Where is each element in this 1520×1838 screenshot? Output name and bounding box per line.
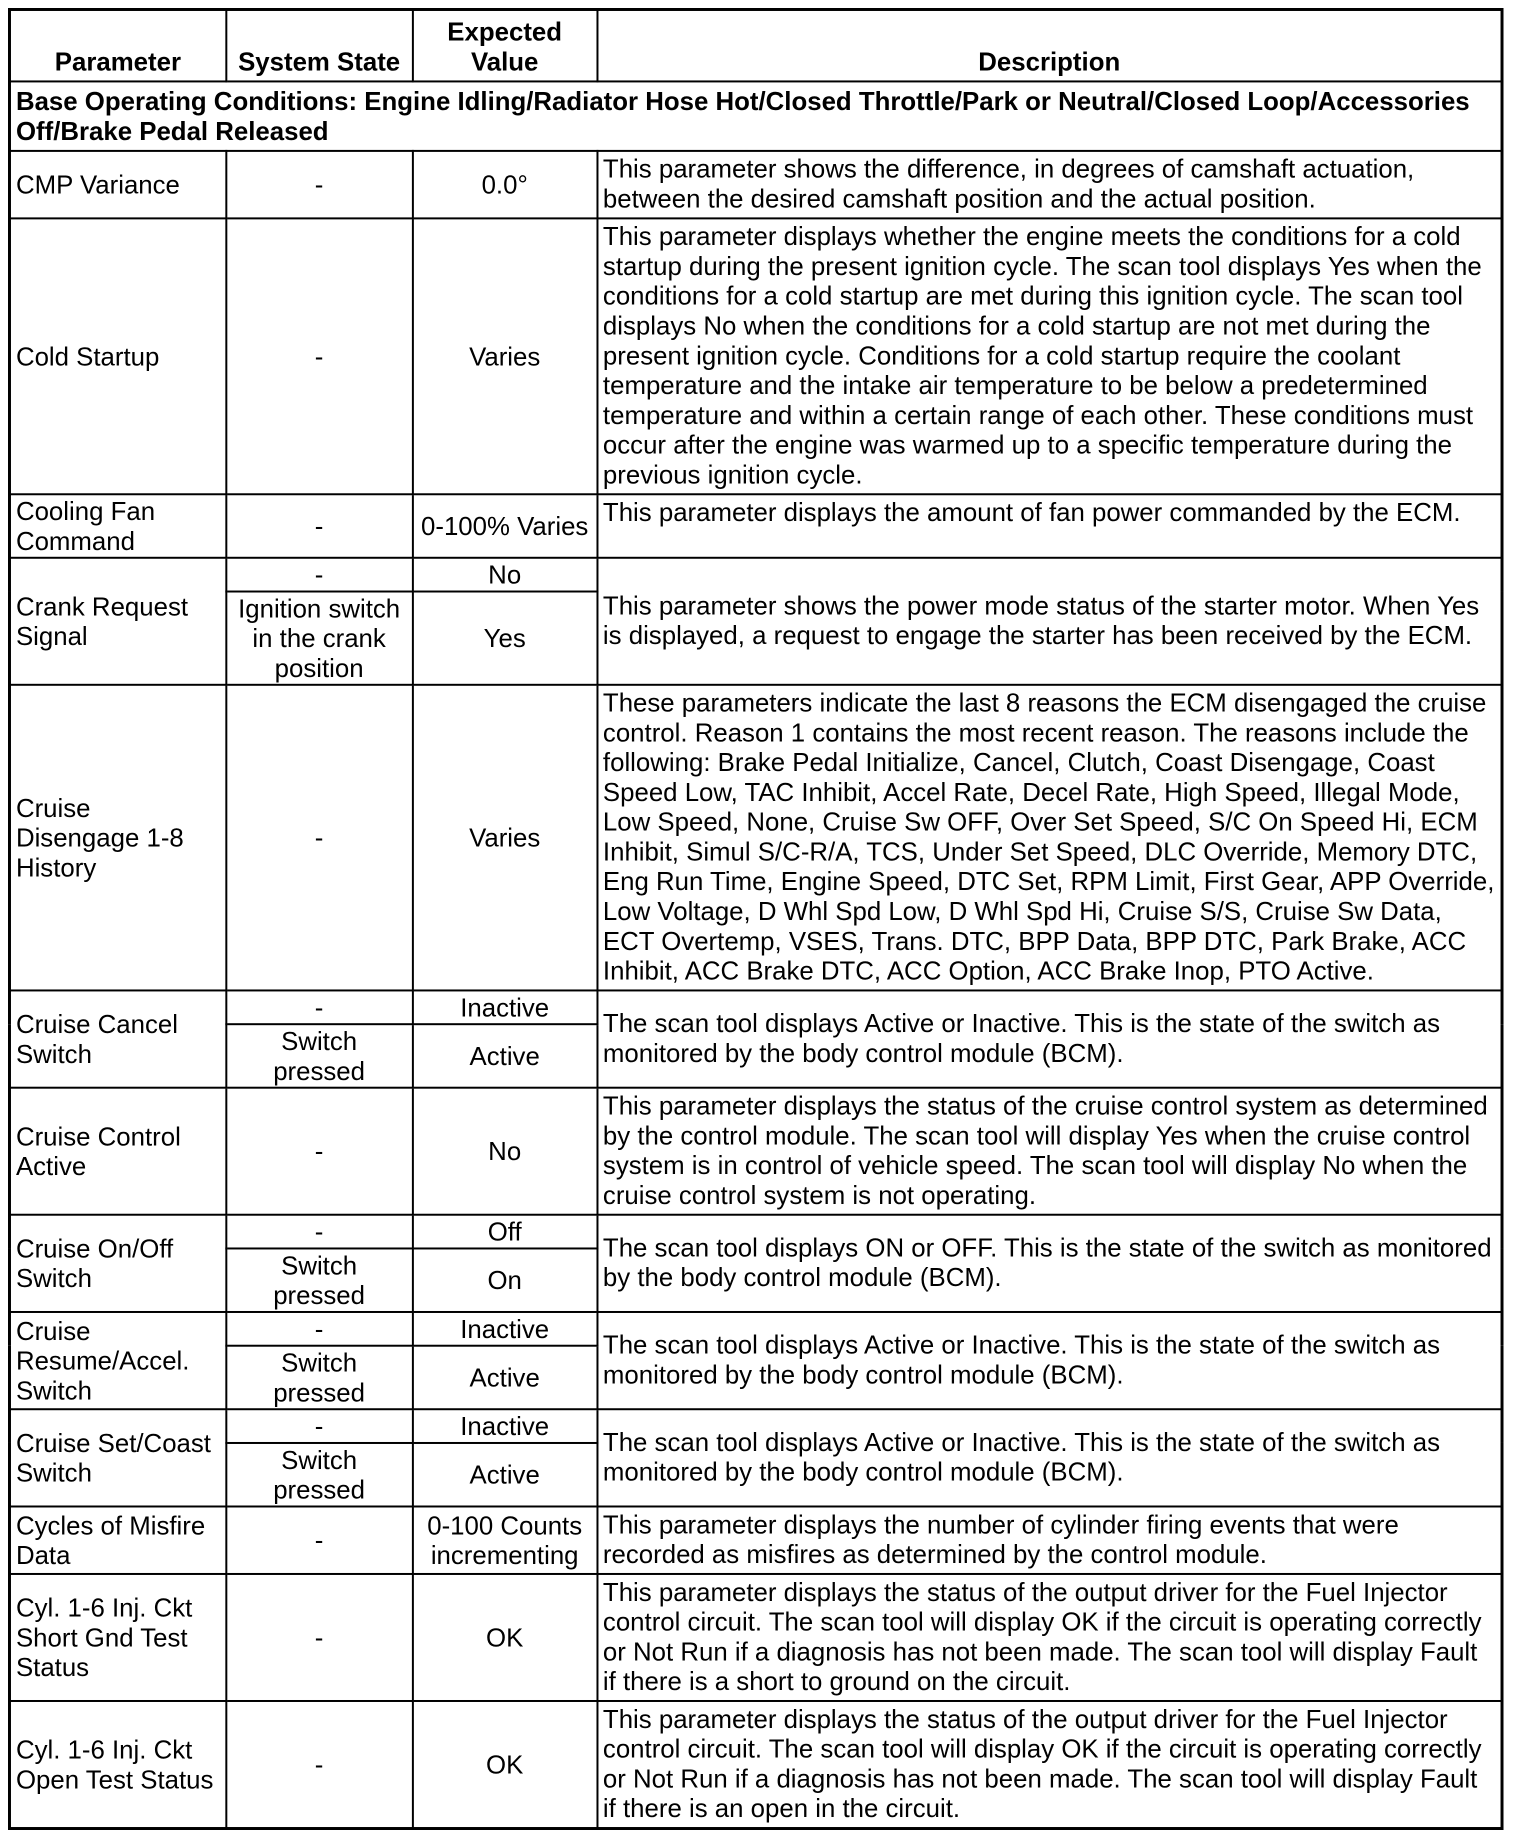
description-cell: The scan tool displays ON or OFF. This is the state of the switch as monitored by the body control module (BCM). [597, 1215, 1502, 1312]
parameter-cell: Cruise Set/Coast Switch [9, 1409, 225, 1506]
system-state-cell: - [226, 1506, 413, 1573]
table-row [9, 151, 1502, 218]
table-row [9, 558, 1502, 592]
system-state-cell: Switch pressed [226, 1443, 413, 1507]
system-state-cell: - [226, 1312, 413, 1346]
header-parameter: Parameter [9, 9, 225, 81]
table-body [9, 81, 1502, 1828]
description-cell: This parameter displays the status of the output driver for the Fuel Injector control circuit. The scan tool will display OK if the circuit is operating correctly or Not Run if a diagnosis has not been made. The scan tool will display Fault if there is an open in the circuit. [597, 1701, 1502, 1829]
table-row [9, 685, 1502, 991]
expected-value-cell: Off [412, 1215, 597, 1249]
parameter-cell: Cyl. 1-6 Inj. Ckt Short Gnd Test Status [9, 1574, 225, 1701]
system-state-cell: - [226, 1701, 413, 1829]
expected-value-cell: Varies [412, 218, 597, 494]
system-state-cell: - [226, 494, 413, 558]
system-state-cell: - [226, 990, 413, 1024]
parameter-table [8, 8, 1504, 1830]
base-conditions-row [9, 81, 1502, 150]
header-system-state: System State [226, 9, 413, 81]
table-row [9, 494, 1502, 558]
expected-value-cell: OK [412, 1574, 597, 1701]
system-state-cell: Switch pressed [226, 1024, 413, 1088]
parameter-cell: Cyl. 1-6 Inj. Ckt Open Test Status [9, 1701, 225, 1829]
description-cell: The scan tool displays Active or Inactive. This is the state of the switch as monitored by the body control module (BCM). [597, 990, 1502, 1087]
description-cell: These parameters indicate the last 8 reasons the ECM disengaged the cruise control. Reason 1 contains the most recent reason. The reasons include the following: Brake Pedal Initialize, Cancel, Clutch, Coast Disengage, Coast Speed Low, TAC Inhibit, Accel Rate, Decel Rate, High Speed, Illegal Mode, Low Speed, None, Cruise Sw OFF, Over Set Speed, S/C On Speed Hi, ECM Inhibit, Simul S/C-R/A, TCS, Under Set Speed, DLC Override, Memory DTC, Eng Run Time, Engine Speed, DTC Set, RPM Limit, First Gear, APP Override, Low Voltage, D Whl Spd Low, D Whl Spd Hi, Cruise S/S, Cruise Sw Data, ECT Overtemp, VSES, Trans. DTC, BPP Data, BPP DTC, Park Brake, ACC Inhibit, ACC Brake DTC, ACC Option, ACC Brake Inop, PTO Active. [597, 685, 1502, 991]
expected-value-cell: OK [412, 1701, 597, 1829]
parameter-cell: Cruise On/Off Switch [9, 1215, 225, 1312]
system-state-cell: - [226, 1088, 413, 1215]
parameter-cell: Cruise Control Active [9, 1088, 225, 1215]
description-cell: This parameter displays the status of the output driver for the Fuel Injector control circuit. The scan tool will display OK if the circuit is operating correctly or Not Run if a diagnosis has not been made. The scan tool will display Fault if there is a short to ground on the circuit. [597, 1574, 1502, 1701]
table-row [9, 1506, 1502, 1573]
table-row [9, 1701, 1502, 1829]
expected-value-cell: Active [412, 1346, 597, 1410]
parameter-cell: Crank Request Signal [9, 558, 225, 685]
description-cell: The scan tool displays Active or Inactive. This is the state of the switch as monitored by the body control module (BCM). [597, 1312, 1502, 1409]
table-row [9, 218, 1502, 494]
parameter-cell: Cruise Cancel Switch [9, 990, 225, 1087]
system-state-cell: - [226, 1215, 413, 1249]
expected-value-cell: 0.0° [412, 151, 597, 218]
header-row [9, 9, 1502, 81]
expected-value-cell: Active [412, 1024, 597, 1088]
expected-value-cell: Yes [412, 592, 597, 685]
system-state-cell: - [226, 151, 413, 218]
document [8, 8, 1501, 1830]
expected-value-cell: Inactive [412, 1409, 597, 1443]
expected-value-cell: 0-100 Counts incrementing [412, 1506, 597, 1573]
parameter-cell: Cold Startup [9, 218, 225, 494]
expected-value-cell: 0-100% Varies [412, 494, 597, 558]
expected-value-cell: No [412, 1088, 597, 1215]
table-row [9, 1215, 1502, 1249]
table-row [9, 1574, 1502, 1701]
system-state-cell: Switch pressed [226, 1346, 413, 1410]
expected-value-cell: On [412, 1248, 597, 1312]
parameter-cell: Cycles of Misfire Data [9, 1506, 225, 1573]
expected-value-cell: No [412, 558, 597, 592]
parameter-cell: Cruise Resume/Accel. Switch [9, 1312, 225, 1409]
system-state-cell: - [226, 1574, 413, 1701]
header-description: Description [597, 9, 1502, 81]
description-cell: This parameter shows the power mode status of the starter motor. When Yes is displayed, a request to engage the starter has been received by the ECM. [597, 558, 1502, 685]
system-state-cell: - [226, 558, 413, 592]
expected-value-cell: Inactive [412, 1312, 597, 1346]
expected-value-cell: Varies [412, 685, 597, 991]
table-row [9, 1088, 1502, 1215]
system-state-cell: - [226, 1409, 413, 1443]
system-state-cell: - [226, 218, 413, 494]
description-cell: This parameter displays the number of cylinder firing events that were recorded as misfires as determined by the control module. [597, 1506, 1502, 1573]
parameter-cell: Cruise Disengage 1-8 History [9, 685, 225, 991]
description-cell: This parameter displays whether the engine meets the conditions for a cold startup during the present ignition cycle. The scan tool displays Yes when the conditions for a cold startup are met during this ignition cycle. The scan tool displays No when the conditions for a cold startup are not met during the present ignition cycle. Conditions for a cold startup require the coolant temperature and the intake air temperature to be below a predetermined temperature and within a certain range of each other. These conditions must occur after the engine was warmed up to a specific temperature during the previous ignition cycle. [597, 218, 1502, 494]
base-conditions: Base Operating Conditions: Engine Idling/Radiator Hose Hot/Closed Throttle/Park or Neutral/Closed Loop/Accessories Off/Brake Pedal Released [9, 81, 1502, 150]
description-cell: This parameter displays the status of the cruise control system as determined by the control module. The scan tool will display Yes when the cruise control system is in control of vehicle speed. The scan tool will display No when the cruise control system is not operating. [597, 1088, 1502, 1215]
description-cell: This parameter displays the amount of fan power commanded by the ECM. [597, 494, 1502, 558]
parameter-cell: Cooling Fan Command [9, 494, 225, 558]
expected-value-cell: Active [412, 1443, 597, 1507]
parameter-cell: CMP Variance [9, 151, 225, 218]
table-row [9, 990, 1502, 1024]
description-cell: This parameter shows the difference, in degrees of camshaft actuation, between the desired camshaft position and the actual position. [597, 151, 1502, 218]
description-cell: The scan tool displays Active or Inactive. This is the state of the switch as monitored by the body control module (BCM). [597, 1409, 1502, 1506]
system-state-cell: - [226, 685, 413, 991]
system-state-cell: Ignition switch in the crank position [226, 592, 413, 685]
header-expected-value: Expected Value [412, 9, 597, 81]
table-row [9, 1312, 1502, 1346]
table-row [9, 1409, 1502, 1443]
expected-value-cell: Inactive [412, 990, 597, 1024]
system-state-cell: Switch pressed [226, 1248, 413, 1312]
